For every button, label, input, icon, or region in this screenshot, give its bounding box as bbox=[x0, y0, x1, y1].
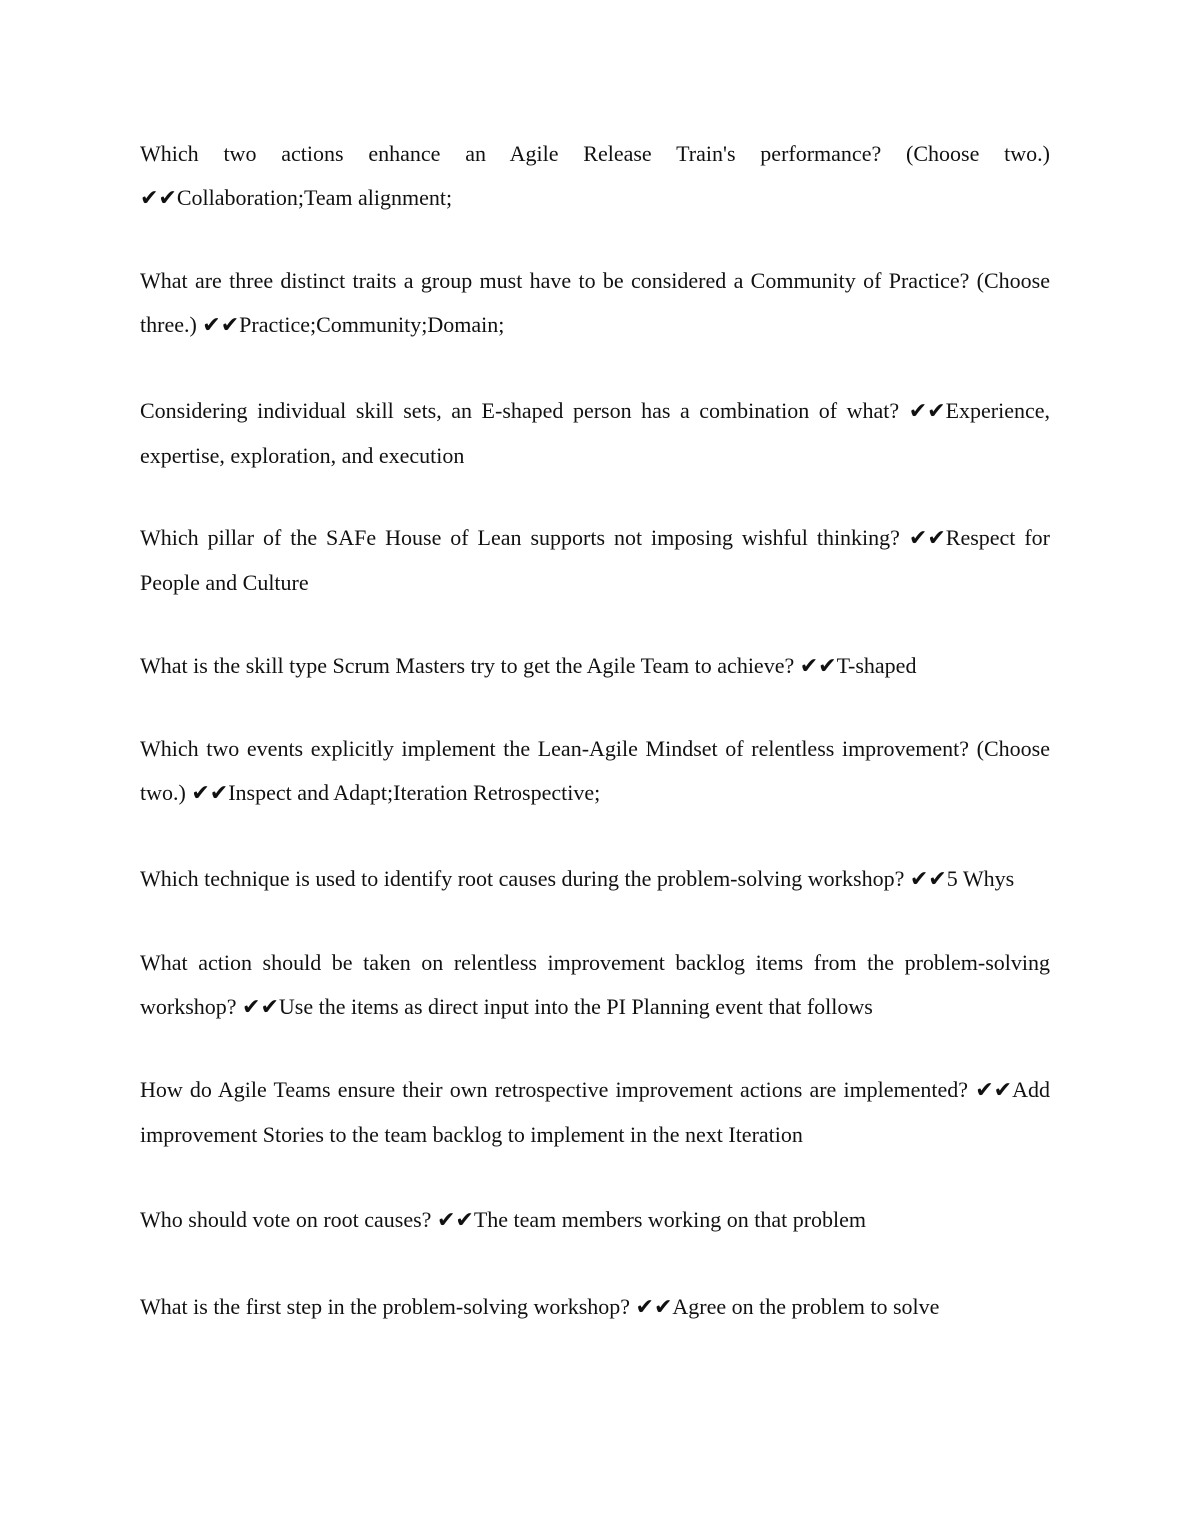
qa-entry bbox=[140, 1198, 1050, 1243]
question-text: What is the first step in the problem-solving workshop? bbox=[140, 1294, 631, 1319]
qa-entry bbox=[140, 389, 1050, 477]
double-check-icon: ✔✔ bbox=[908, 399, 946, 424]
qa-entry bbox=[140, 516, 1050, 604]
answer-text: Collaboration;Team alignment; bbox=[176, 184, 453, 210]
qa-entry bbox=[140, 644, 1050, 689]
answer-text: 5 Whys bbox=[946, 866, 1015, 891]
answer-text: Experience, expertise, exploration, and execution bbox=[140, 398, 1050, 468]
qa-entry bbox=[140, 1068, 1050, 1156]
question-text: Who should vote on root causes? bbox=[140, 1207, 432, 1232]
double-check-icon: ✔✔ bbox=[140, 185, 177, 211]
question-text: Which pillar of the SAFe House of Lean supports not imposing wishful thinking? bbox=[140, 525, 900, 550]
question-text: Considering individual skill sets, an E-shaped person has a combination of what? bbox=[140, 398, 900, 423]
double-check-icon: ✔✔ bbox=[799, 654, 837, 679]
qa-entry bbox=[140, 727, 1050, 815]
answer-text: Use the items as direct input into the PI Planning event that follows bbox=[278, 993, 873, 1019]
double-check-icon: ✔✔ bbox=[908, 526, 946, 551]
double-check-icon: ✔✔ bbox=[191, 780, 229, 806]
double-check-icon: ✔✔ bbox=[242, 994, 279, 1020]
question-text: What is the skill type Scrum Masters try to get the Agile Team to achieve? bbox=[140, 653, 795, 678]
answer-text: Add improvement Stories to the team backlog to implement in the next Iteration bbox=[140, 1077, 1050, 1147]
double-check-icon: ✔✔ bbox=[975, 1078, 1013, 1103]
question-text: Which two events explicitly implement the Lean-Agile Mindset of relentless improvement? (Choose two.) bbox=[140, 736, 1050, 805]
qa-entry bbox=[140, 132, 1050, 220]
double-check-icon: ✔✔ bbox=[436, 1208, 474, 1233]
double-check-icon: ✔✔ bbox=[909, 867, 947, 892]
double-check-icon: ✔✔ bbox=[202, 312, 240, 338]
question-text: Which two actions enhance an Agile Release Train's performance? (Choose two.) bbox=[140, 141, 1050, 166]
answer-text: T-shaped bbox=[836, 653, 917, 678]
qa-entry bbox=[140, 259, 1050, 347]
question-text: How do Agile Teams ensure their own retrospective improvement actions are implemented? bbox=[140, 1077, 969, 1102]
answer-text: Respect for People and Culture bbox=[140, 525, 1051, 595]
question-text: What action should be taken on relentless improvement backlog items from the problem-solving workshop? bbox=[140, 950, 1050, 1019]
double-check-icon: ✔✔ bbox=[635, 1295, 673, 1320]
qa-entry bbox=[140, 1285, 1050, 1330]
answer-text: Inspect and Adapt;Iteration Retrospective; bbox=[228, 779, 601, 805]
question-text: Which technique is used to identify root causes during the problem-solving workshop? bbox=[140, 866, 905, 891]
question-text: What are three distinct traits a group must have to be considered a Community of Practice? (Choose three.) bbox=[140, 268, 1050, 337]
answer-text: Agree on the problem to solve bbox=[672, 1294, 940, 1319]
qa-entry bbox=[140, 941, 1050, 1029]
answer-text: Practice;Community;Domain; bbox=[239, 311, 505, 337]
qa-entry bbox=[140, 857, 1050, 902]
answer-text: The team members working on that problem bbox=[473, 1207, 867, 1232]
